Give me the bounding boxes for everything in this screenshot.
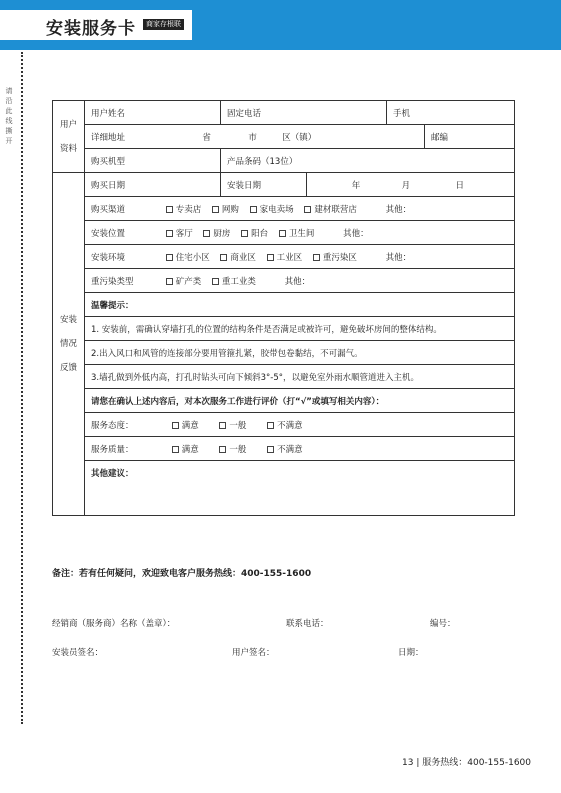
install-section-label: 安装 情况 反馈 [53,173,85,516]
user-signature[interactable]: 用户签名： [232,648,275,658]
pollution-option[interactable]: 矿产类 [166,275,202,287]
install-date-value[interactable]: 年 月 日 [307,173,515,197]
page-footer: 13 | 服务热线：400-155-1600 [402,758,531,768]
model-field[interactable]: 购买机型 [85,149,221,173]
user-section-label: 用户 资料 [53,101,85,173]
quality-option[interactable]: 一般 [219,443,246,455]
address-field[interactable]: 详细地址 省 市 区（镇） [85,125,425,149]
phone-field[interactable]: 固定电话 [221,101,387,125]
suggestion-field[interactable]: 其他建议： [85,461,515,516]
channel-option[interactable]: 家电卖场 [250,203,294,215]
tip-item: 2.出入风口和风管的连接部分要用管箍扎紧，胶带包卷黏结，不可漏气。 [85,341,515,365]
evaluation-title: 请您在确认上述内容后，对本次服务工作进行评价（打“√”或填写相关内容）： [85,389,515,413]
channel-other[interactable]: 其他： [385,204,412,215]
tear-off-line [21,52,23,724]
channel-option[interactable]: 网购 [212,203,239,215]
checkbox-icon [250,206,257,213]
checkbox-icon [267,254,274,261]
checkbox-icon [279,230,286,237]
checkbox-icon [267,422,274,429]
channel-option[interactable]: 建材联营店 [304,203,357,215]
position-option[interactable]: 客厅 [166,227,193,239]
tear-off-label: 请沿此线撕开 [5,87,13,145]
checkbox-icon [267,446,274,453]
checkbox-icon [172,446,179,453]
stub-tag: 商家存根联 [143,19,184,30]
checkbox-icon [241,230,248,237]
pollution-row: 重污染类型 矿产类 重工业类 其他： [85,269,515,293]
name-field[interactable]: 用户姓名 [85,101,221,125]
sign-date[interactable]: 日期： [398,648,424,658]
contact-phone[interactable]: 联系电话： [286,619,329,629]
checkbox-icon [166,254,173,261]
position-option[interactable]: 阳台 [241,227,268,239]
checkbox-icon [220,254,227,261]
environment-option[interactable]: 工业区 [267,251,303,263]
quality-row: 服务质量： 满意 一般 不满意 [85,437,515,461]
attitude-row: 服务态度： 满意 一般 不满意 [85,413,515,437]
tip-item: 1. 安装前，需确认穿墙打孔的位置的结构条件是否满足或被许可，避免破坏房间的整体结构。 [85,317,515,341]
environment-other[interactable]: 其他： [385,252,412,263]
dealer-signature[interactable]: 经销商（服务商）名称（盖章）： [52,619,176,629]
checkbox-icon [172,422,179,429]
attitude-option[interactable]: 不满意 [267,419,303,431]
checkbox-icon [166,230,173,237]
pollution-option[interactable]: 重工业类 [212,275,256,287]
environment-row: 安装环境 住宅小区 商业区 工业区 重污染区 其他： [85,245,515,269]
channel-row: 购买渠道 专卖店 网购 家电卖场 建材联营店 其他： [85,197,515,221]
serial-number[interactable]: 编号： [430,619,456,629]
attitude-option[interactable]: 满意 [172,419,199,431]
service-form [52,100,515,516]
attitude-option[interactable]: 一般 [219,419,246,431]
position-option[interactable]: 卫生间 [279,227,315,239]
checkbox-icon [166,206,173,213]
quality-option[interactable]: 满意 [172,443,199,455]
pollution-other[interactable]: 其他： [284,276,311,287]
tip-item: 3.墙孔做到外低内高，打孔时钻头可向下倾斜3°-5°，以避免室外雨水顺管道进入主机。 [85,365,515,389]
environment-option[interactable]: 商业区 [220,251,256,263]
barcode-field[interactable]: 产品条码（13位） [221,149,515,173]
checkbox-icon [219,446,226,453]
zip-field[interactable]: 邮编 [425,125,515,149]
tips-title: 温馨提示： [85,293,515,317]
remark-note: 备注：若有任何疑问，欢迎致电客户服务热线：400-155-1600 [52,569,312,579]
mobile-field[interactable]: 手机 [387,101,515,125]
environment-option[interactable]: 住宅小区 [166,251,210,263]
quality-option[interactable]: 不满意 [267,443,303,455]
channel-option[interactable]: 专卖店 [166,203,202,215]
checkbox-icon [219,422,226,429]
purchase-date-field[interactable]: 购买日期 [85,173,221,197]
position-option[interactable]: 厨房 [203,227,230,239]
installer-signature[interactable]: 安装员签名： [52,648,104,658]
checkbox-icon [304,206,311,213]
checkbox-icon [203,230,210,237]
position-other[interactable]: 其他： [343,228,369,239]
card-title: 安装服务卡 [46,19,136,39]
install-date-field[interactable]: 安装日期 [221,173,307,197]
checkbox-icon [166,278,173,285]
checkbox-icon [313,254,320,261]
checkbox-icon [212,278,219,285]
checkbox-icon [212,206,219,213]
environment-option[interactable]: 重污染区 [313,251,357,263]
position-row: 安装位置 客厅 厨房 阳台 卫生间 其他： [85,221,515,245]
